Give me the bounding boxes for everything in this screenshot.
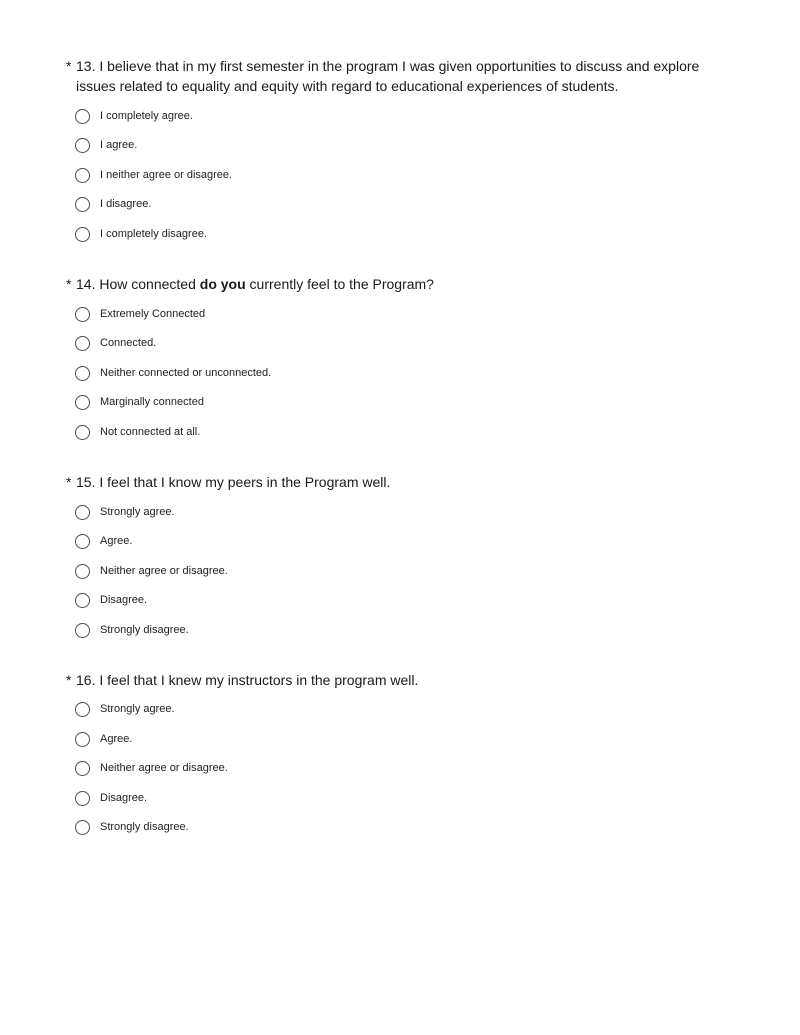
question-text-start: How connected	[99, 276, 200, 292]
option-label: I completely agree.	[100, 110, 193, 122]
radio-button[interactable]	[75, 732, 90, 747]
radio-button[interactable]	[75, 109, 90, 124]
question-number: 15.	[76, 474, 96, 490]
option-row[interactable]	[75, 106, 193, 126]
option-label: Neither connected or unconnected.	[100, 367, 272, 379]
option-row[interactable]	[75, 392, 204, 412]
option-label: Disagree.	[100, 792, 148, 804]
option-row[interactable]	[75, 363, 271, 383]
option-label: I disagree.	[100, 198, 152, 210]
required-marker: *	[66, 672, 72, 688]
option-row[interactable]	[75, 729, 132, 749]
option-label: Strongly disagree.	[100, 624, 189, 636]
option-label: Connected.	[100, 337, 157, 349]
option-row[interactable]	[75, 194, 151, 214]
option-label: Agree.	[100, 535, 133, 547]
option-label: I neither agree or disagree.	[100, 169, 233, 181]
option-label: I completely disagree.	[100, 228, 207, 240]
question-text	[66, 472, 706, 492]
radio-button[interactable]	[75, 366, 90, 381]
option-row[interactable]	[75, 620, 189, 640]
option-row[interactable]	[75, 333, 156, 353]
option-label: Extremely Connected	[100, 308, 206, 320]
option-label: Strongly disagree.	[100, 821, 189, 833]
radio-button[interactable]	[75, 505, 90, 520]
required-marker: *	[66, 58, 72, 74]
option-label: Disagree.	[100, 594, 148, 606]
radio-button[interactable]	[75, 791, 90, 806]
radio-button[interactable]	[75, 564, 90, 579]
option-label: Neither agree or disagree.	[100, 762, 228, 774]
option-label: Not connected at all.	[100, 426, 201, 438]
radio-button[interactable]	[75, 336, 90, 351]
option-row[interactable]	[75, 422, 200, 442]
option-row[interactable]	[75, 135, 137, 155]
required-marker: *	[66, 474, 72, 490]
option-row[interactable]	[75, 224, 207, 244]
required-marker: *	[66, 276, 72, 292]
option-row[interactable]	[75, 817, 189, 837]
question-text-end: currently feel to the Program?	[245, 276, 434, 292]
option-row[interactable]	[75, 304, 205, 324]
question-text-line1: I feel that I knew my instructors in the program well.	[99, 672, 419, 688]
option-row[interactable]	[75, 758, 228, 778]
question-text	[66, 670, 706, 690]
radio-button[interactable]	[75, 197, 90, 212]
question-text-line1: I feel that I know my peers in the Program well.	[99, 474, 391, 490]
question-number: 13.	[76, 58, 96, 74]
question-text	[66, 274, 706, 294]
radio-button[interactable]	[75, 168, 90, 183]
option-row[interactable]	[75, 502, 175, 522]
question-text-line2: issues related to equality and equity with regard to educational experiences of students.	[76, 78, 619, 94]
question-text	[66, 56, 706, 96]
question-number: 14.	[76, 276, 96, 292]
radio-button[interactable]	[75, 593, 90, 608]
radio-button[interactable]	[75, 307, 90, 322]
radio-button[interactable]	[75, 425, 90, 440]
option-row[interactable]	[75, 590, 147, 610]
option-row[interactable]	[75, 788, 147, 808]
question-number: 16.	[76, 672, 96, 688]
option-row[interactable]	[75, 561, 228, 581]
radio-button[interactable]	[75, 138, 90, 153]
question-text-bold: do you	[199, 276, 246, 292]
radio-button[interactable]	[75, 820, 90, 835]
question-text-line1: I believe that in my first semester in the program I was given opportunities to discuss and explore	[99, 58, 700, 74]
radio-button[interactable]	[75, 623, 90, 638]
option-label: Strongly agree.	[100, 703, 175, 715]
radio-button[interactable]	[75, 534, 90, 549]
option-row[interactable]	[75, 699, 175, 719]
option-label: Agree.	[100, 733, 133, 745]
radio-button[interactable]	[75, 227, 90, 242]
option-label: Strongly agree.	[100, 506, 175, 518]
option-label: I agree.	[100, 139, 138, 151]
option-row[interactable]	[75, 531, 132, 551]
radio-button[interactable]	[75, 761, 90, 776]
option-row[interactable]	[75, 165, 232, 185]
radio-button[interactable]	[75, 395, 90, 410]
option-label: Neither agree or disagree.	[100, 565, 228, 577]
option-label: Marginally connected	[100, 396, 204, 408]
radio-button[interactable]	[75, 702, 90, 717]
